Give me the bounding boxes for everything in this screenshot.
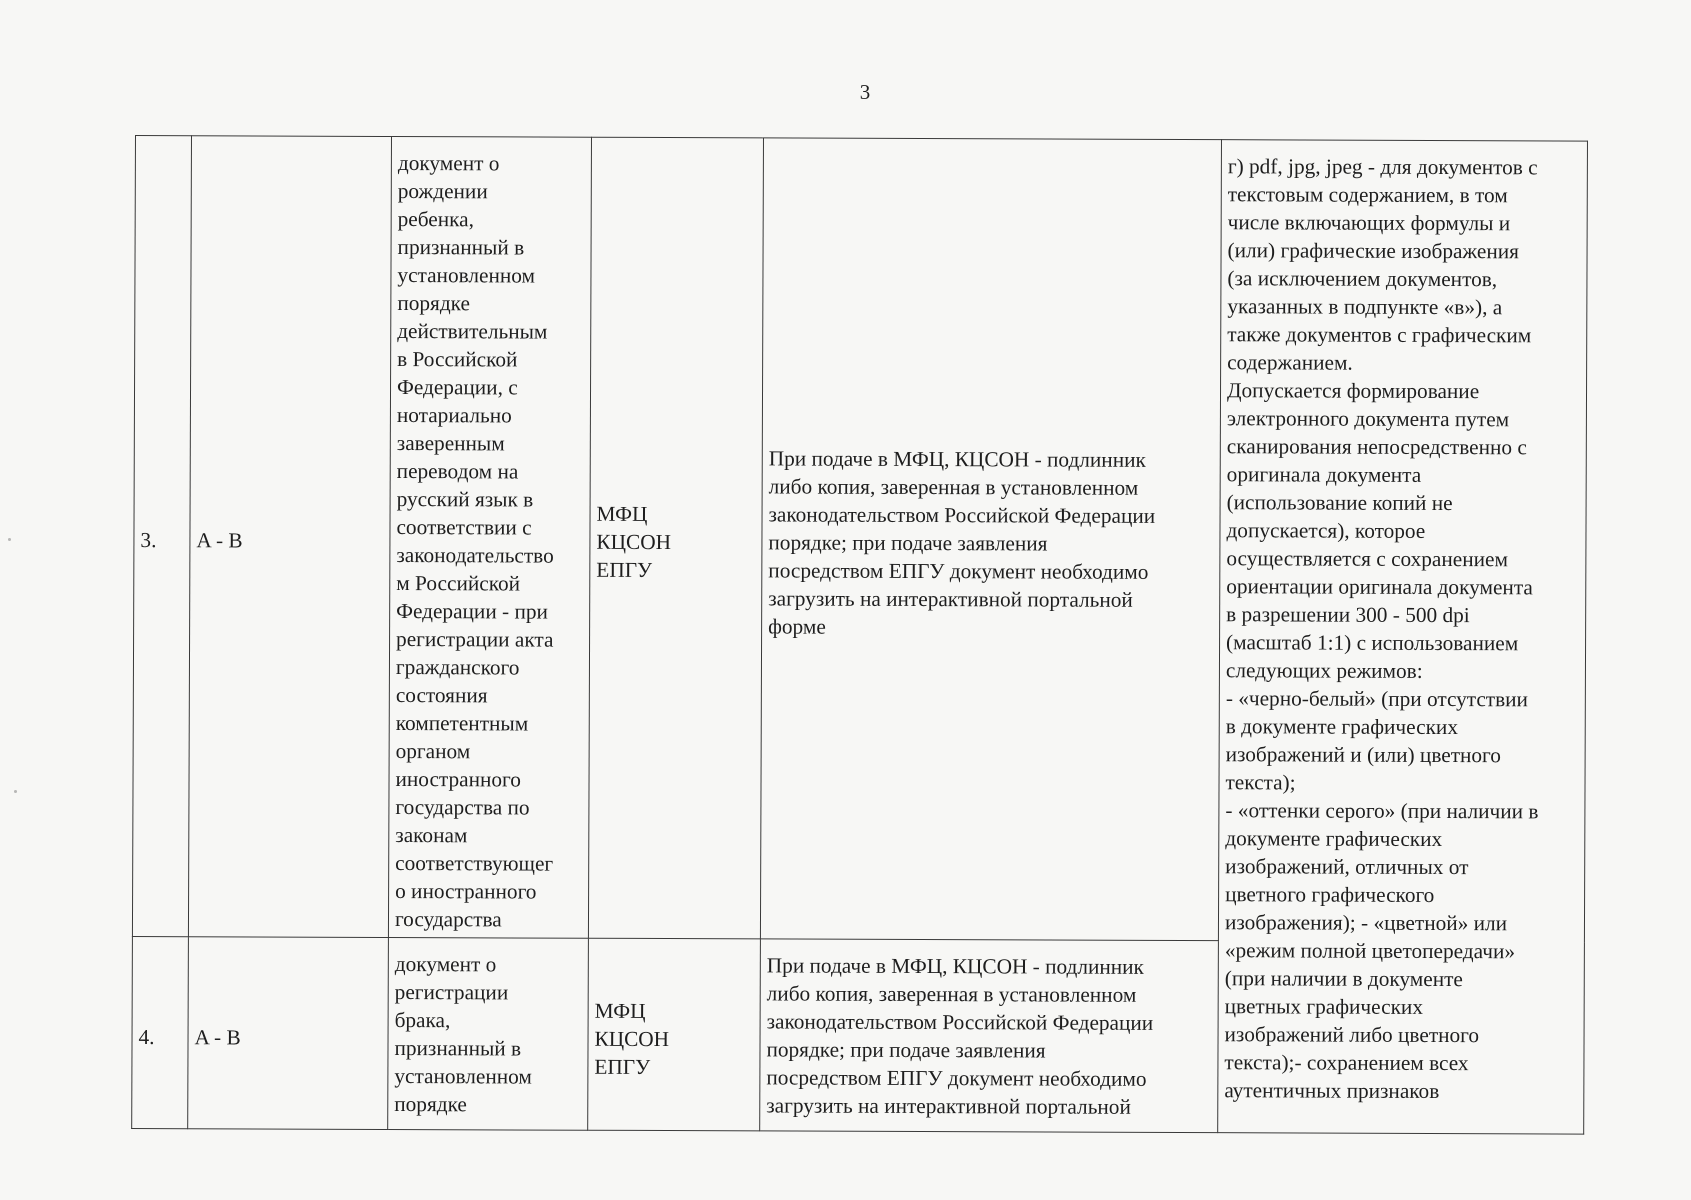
row-number: 4. (138, 1024, 155, 1049)
submission-place-cell (588, 938, 761, 1131)
submission-place-cell (588, 137, 763, 939)
scan-speck (14, 790, 17, 793)
document-name-cell (388, 937, 589, 1130)
requirements-table (131, 135, 1588, 1135)
submission-form: При подаче в МФЦ, КЦСОН - подлинник либо копия, заверенная в установленном законодательством Российской Федерации порядке; при подаче заявления посредством ЕПГУ документ необходимо загрузить на интерактивной портальной форме (768, 446, 1156, 639)
document-name: документ о рождении ребенка, признанный в установленном порядке действительным в Российской Федерации, с нотариально заверенным переводом на русский язык в соответствии с законодательство м Российской Федерации - при регистрации акта гражданского состояния компетентным органом иностранного государства по законам соответствующег о иностранного государства (394, 151, 554, 932)
document-name: документ о регистрации брака, признанный в установленном порядке (394, 952, 532, 1117)
document-name-cell (388, 136, 591, 938)
applicant-category: A - B (196, 528, 243, 553)
submission-place: МФЦ КЦСОН ЕПГУ (596, 501, 672, 582)
row-number: 3. (140, 528, 157, 553)
file-requirements: г) pdf, jpg, jpeg - для документов с текстовым содержанием, в том числе включающих формулы и (или) графические изображения (за исключением документов, указанных в подпункте «в»), а также документов с графическим содержанием. Допускается формирование электронного документа путем сканирования непосредственно с оригинала документа (использование копий не допускается), которое осуществляется с сохранением ориентации оригинала документа в разрешении 300 - 500 dpi (масштаб 1:1) с использованием следующих режимов: - «черно-белый» (при отсутствии в документе графических изображений и (или) цветного текста); - «оттенки серого» (при наличии в документе графических изображений, отличных от цветного графического изображения); - «цветной» или «режим полной цветопередачи» (при наличии в документе цветных графических изображений либо цветного текста);- сохранением всех аутентичных признаков (1224, 154, 1539, 1104)
file-requirements-cell (1218, 140, 1588, 1134)
category-cell (188, 136, 391, 938)
table-row (132, 136, 1587, 943)
applicant-category: A - B (194, 1024, 241, 1049)
submission-form: При подаче в МФЦ, КЦСОН - подлинник либо копия, заверенная в установленном законодательством Российской Федерации порядке; при подаче заявления посредством ЕПГУ документ необходимо загрузить на интерактивной портальной (766, 953, 1154, 1119)
row-number-cell (132, 936, 189, 1128)
submission-place: МФЦ КЦСОН ЕПГУ (594, 998, 670, 1079)
scan-speck (8, 538, 11, 541)
page-number: 3 (859, 80, 871, 104)
submission-form-cell (760, 939, 1219, 1133)
submission-form-cell (760, 138, 1221, 941)
category-cell (188, 937, 389, 1130)
row-number-cell (132, 136, 191, 937)
